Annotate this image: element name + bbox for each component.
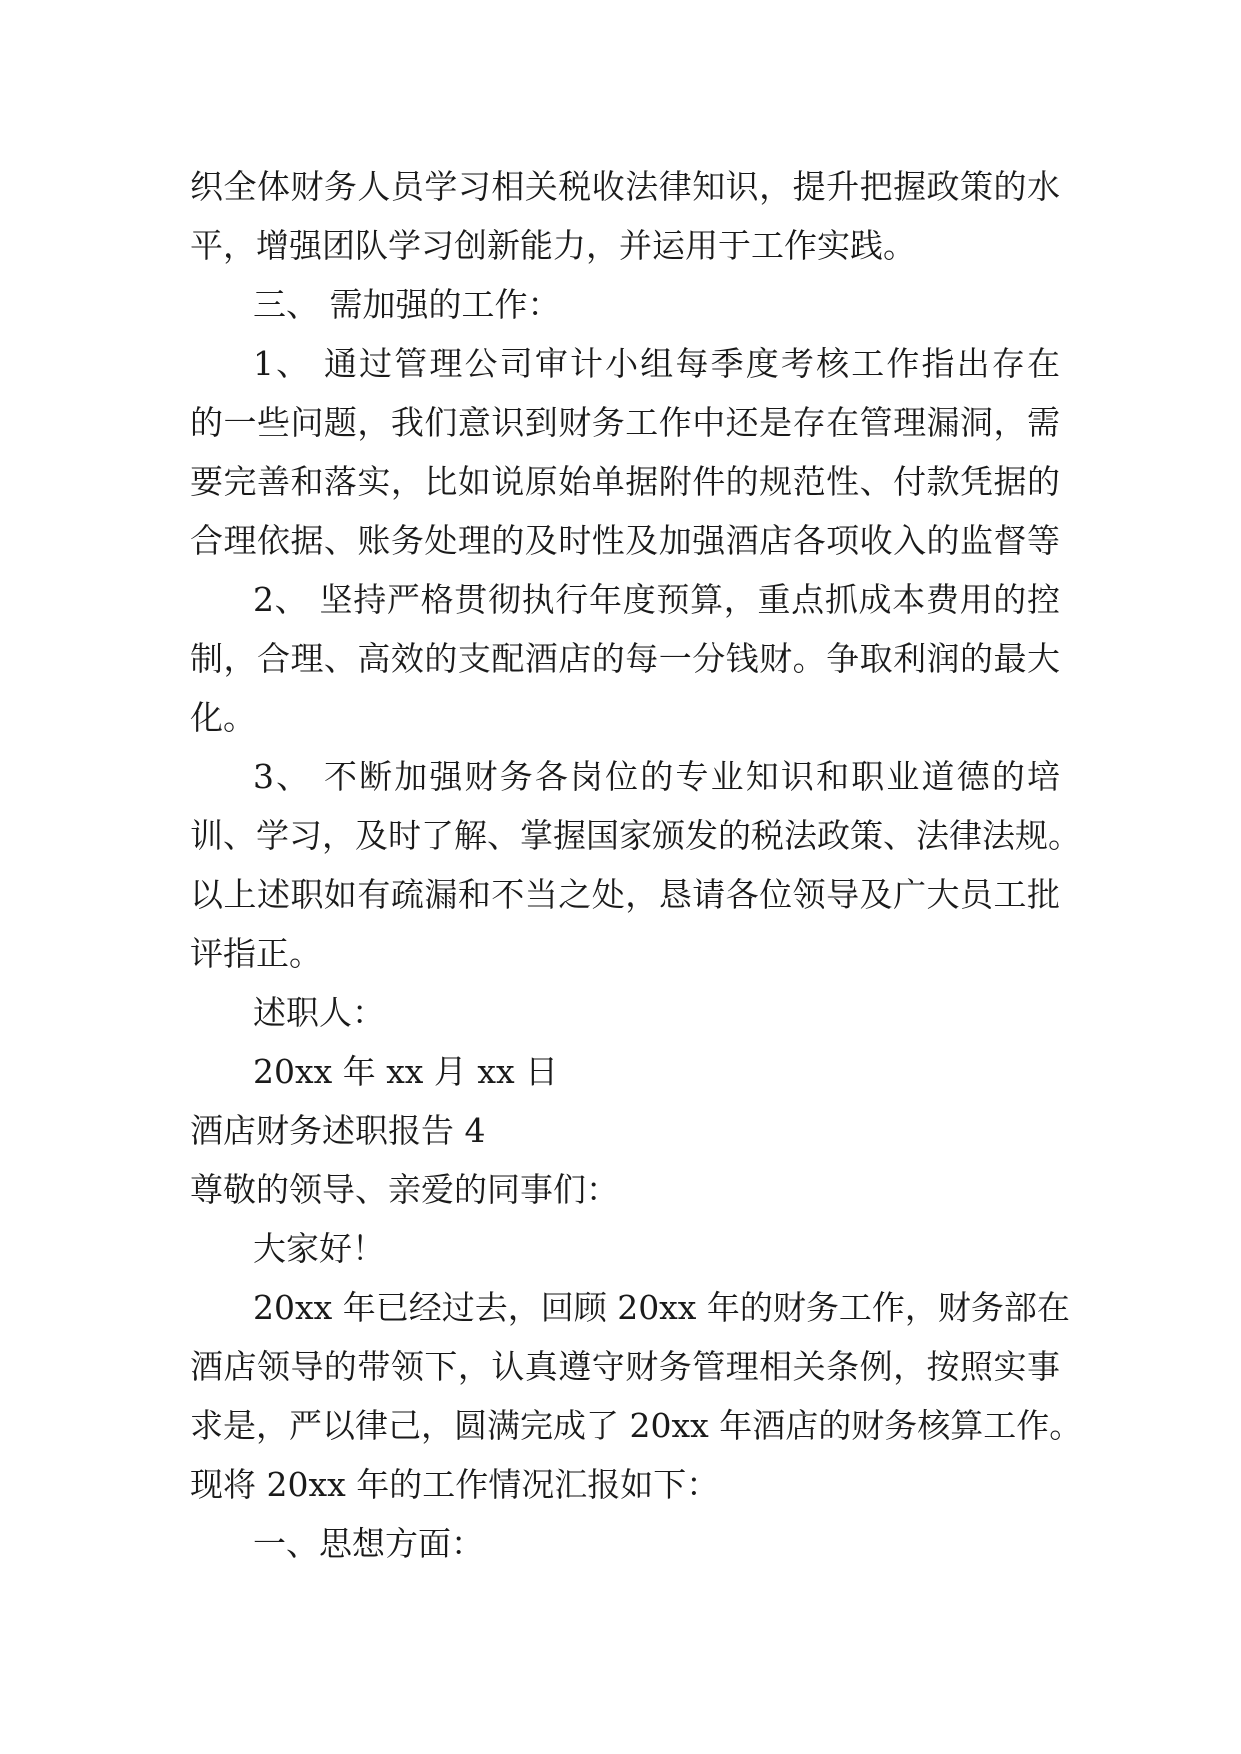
text-line: 评指正。 [190, 934, 322, 973]
greeting: 大家好！ [253, 1229, 385, 1268]
text-line: 要完善和落实，比如说原始单据附件的规范性、付款凭据的 [190, 462, 1060, 501]
text-line: 织全体财务人员学习相关税收法律知识，提升把握政策的水 [190, 167, 1060, 206]
text-line: 化。 [190, 698, 256, 737]
text-line: 20xx 年已经过去，回顾 20xx 年的财务工作，财务部在 [253, 1288, 1070, 1327]
text-line: 现将 20xx 年的工作情况汇报如下： [190, 1465, 720, 1504]
text-line: 的一些问题，我们意识到财务工作中还是存在管理漏洞，需 [190, 403, 1060, 442]
text-line: 1、 通过管理公司审计小组每季度考核工作指出存在 [253, 344, 1060, 383]
text-line: 酒店领导的带领下，认真遵守财务管理相关条例，按照实事 [190, 1347, 1060, 1386]
text-line: 求是，严以律己，圆满完成了 20xx 年酒店的财务核算工作。 [190, 1406, 1083, 1445]
text-line: 2、 坚持严格贯彻执行年度预算，重点抓成本费用的控 [253, 580, 1060, 619]
date-line: 20xx 年 xx 月 xx 日 [253, 1052, 559, 1091]
text-line: 训、学习，及时了解、掌握国家颁发的税法政策、法律法规。 [190, 816, 1081, 855]
text-line: 平，增强团队学习创新能力，并运用于工作实践。 [190, 226, 916, 265]
text-line: 合理依据、账务处理的及时性及加强酒店各项收入的监督等 [190, 521, 1060, 560]
text-line: 以上述职如有疏漏和不当之处，恳请各位领导及广大员工批 [190, 875, 1060, 914]
report-title: 酒店财务述职报告 4 [190, 1111, 486, 1150]
section-heading: 三、 需加强的工作： [253, 285, 561, 324]
signature-label: 述职人： [253, 993, 385, 1032]
text-line: 3、 不断加强财务各岗位的专业知识和职业道德的培 [253, 757, 1060, 796]
salutation: 尊敬的领导、亲爱的同事们： [190, 1170, 619, 1209]
section-heading: 一、思想方面： [253, 1524, 484, 1563]
text-line: 制，合理、高效的支配酒店的每一分钱财。争取利润的最大 [190, 639, 1060, 678]
